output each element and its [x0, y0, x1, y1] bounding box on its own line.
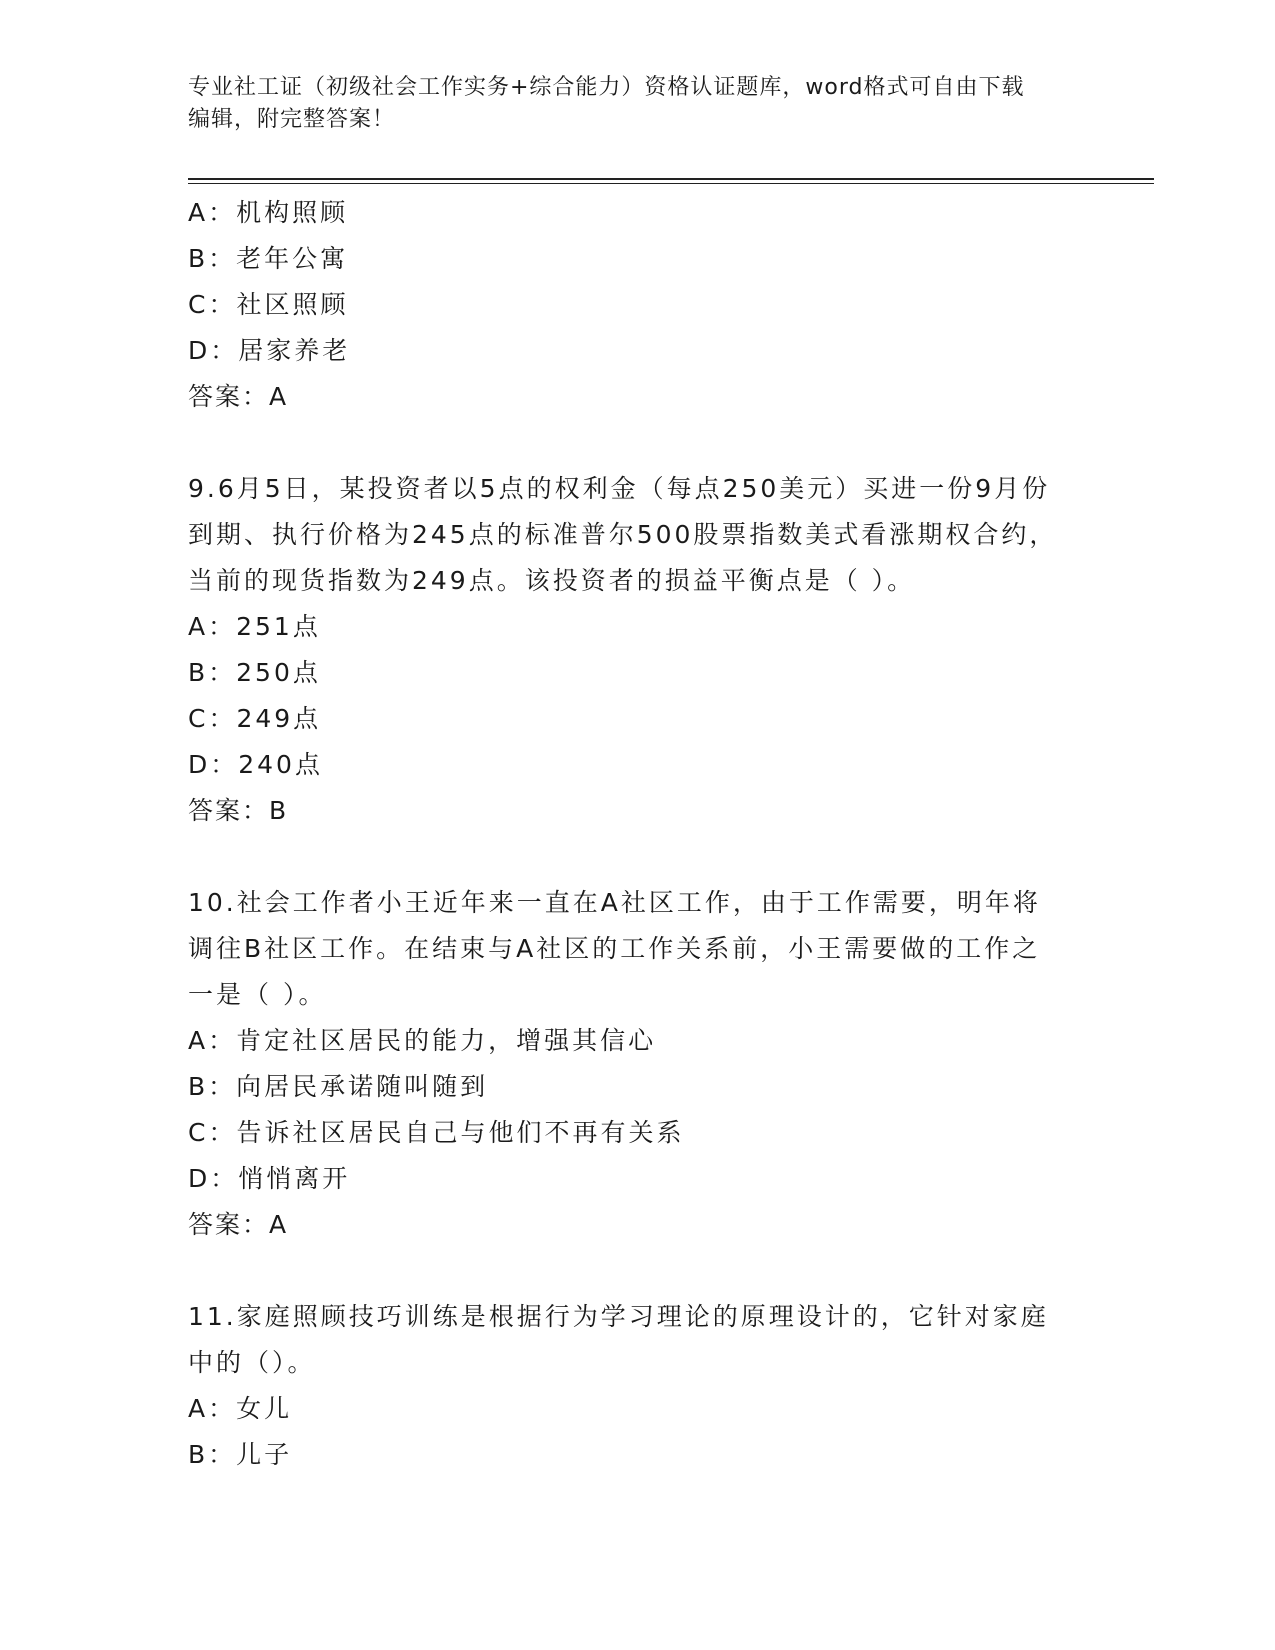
option-a: A：机构照顾 [188, 198, 349, 227]
question-stem: 10.社会工作者小王近年来一直在A社区工作，由于工作需要，明年将调往B社区工作。在结束与A社区的工作关系前，小王需要做的工作之一是（ ）。 [188, 888, 1041, 1009]
option-c: C：告诉社区居民自己与他们不再有关系 [188, 1118, 685, 1147]
option-b: B：向居民承诺随叫随到 [188, 1072, 489, 1101]
spacer [188, 1248, 1088, 1294]
answer-line: 答案：A [188, 382, 289, 411]
option-d: D：悄悄离开 [188, 1164, 351, 1193]
option-d: D：居家养老 [188, 336, 351, 365]
document-header [188, 72, 1088, 136]
option-c: C：社区照顾 [188, 290, 349, 319]
spacer [188, 834, 1088, 880]
question-11 [188, 1294, 1088, 1478]
option-d: D：240点 [188, 750, 323, 779]
option-b: B：250点 [188, 658, 321, 687]
answer-line: 答案：B [188, 796, 289, 825]
question-stem: 11.家庭照顾技巧训练是根据行为学习理论的原理设计的，它针对家庭中的（）。 [188, 1302, 1049, 1377]
question-stem: 9.6月5日，某投资者以5点的权利金（每点250美元）买进一份9月份到期、执行价格为245点的标准普尔500股票指数美式看涨期权合约，当前的现货指数为249点。该投资者的损益平衡点是（ ）。 [188, 474, 1058, 595]
option-b: B：儿子 [188, 1440, 293, 1469]
question-list [188, 190, 1088, 1478]
option-c: C：249点 [188, 704, 322, 733]
question-8 [188, 190, 1088, 420]
option-a: A：女儿 [188, 1394, 293, 1423]
header-rule-thin [188, 183, 1154, 184]
question-9 [188, 466, 1088, 834]
header-rule-thick [188, 178, 1154, 180]
spacer [188, 420, 1088, 466]
answer-line: 答案：A [188, 1210, 289, 1239]
option-b: B：老年公寓 [188, 244, 349, 273]
header-line-2: 编辑，附完整答案！ [188, 107, 396, 132]
option-a: A：肯定社区居民的能力，增强其信心 [188, 1026, 657, 1055]
question-10 [188, 880, 1088, 1248]
header-line-1: 专业社工证（初级社会工作实务+综合能力）资格认证题库，word格式可自由下载 [188, 75, 1025, 100]
option-a: A：251点 [188, 612, 321, 641]
